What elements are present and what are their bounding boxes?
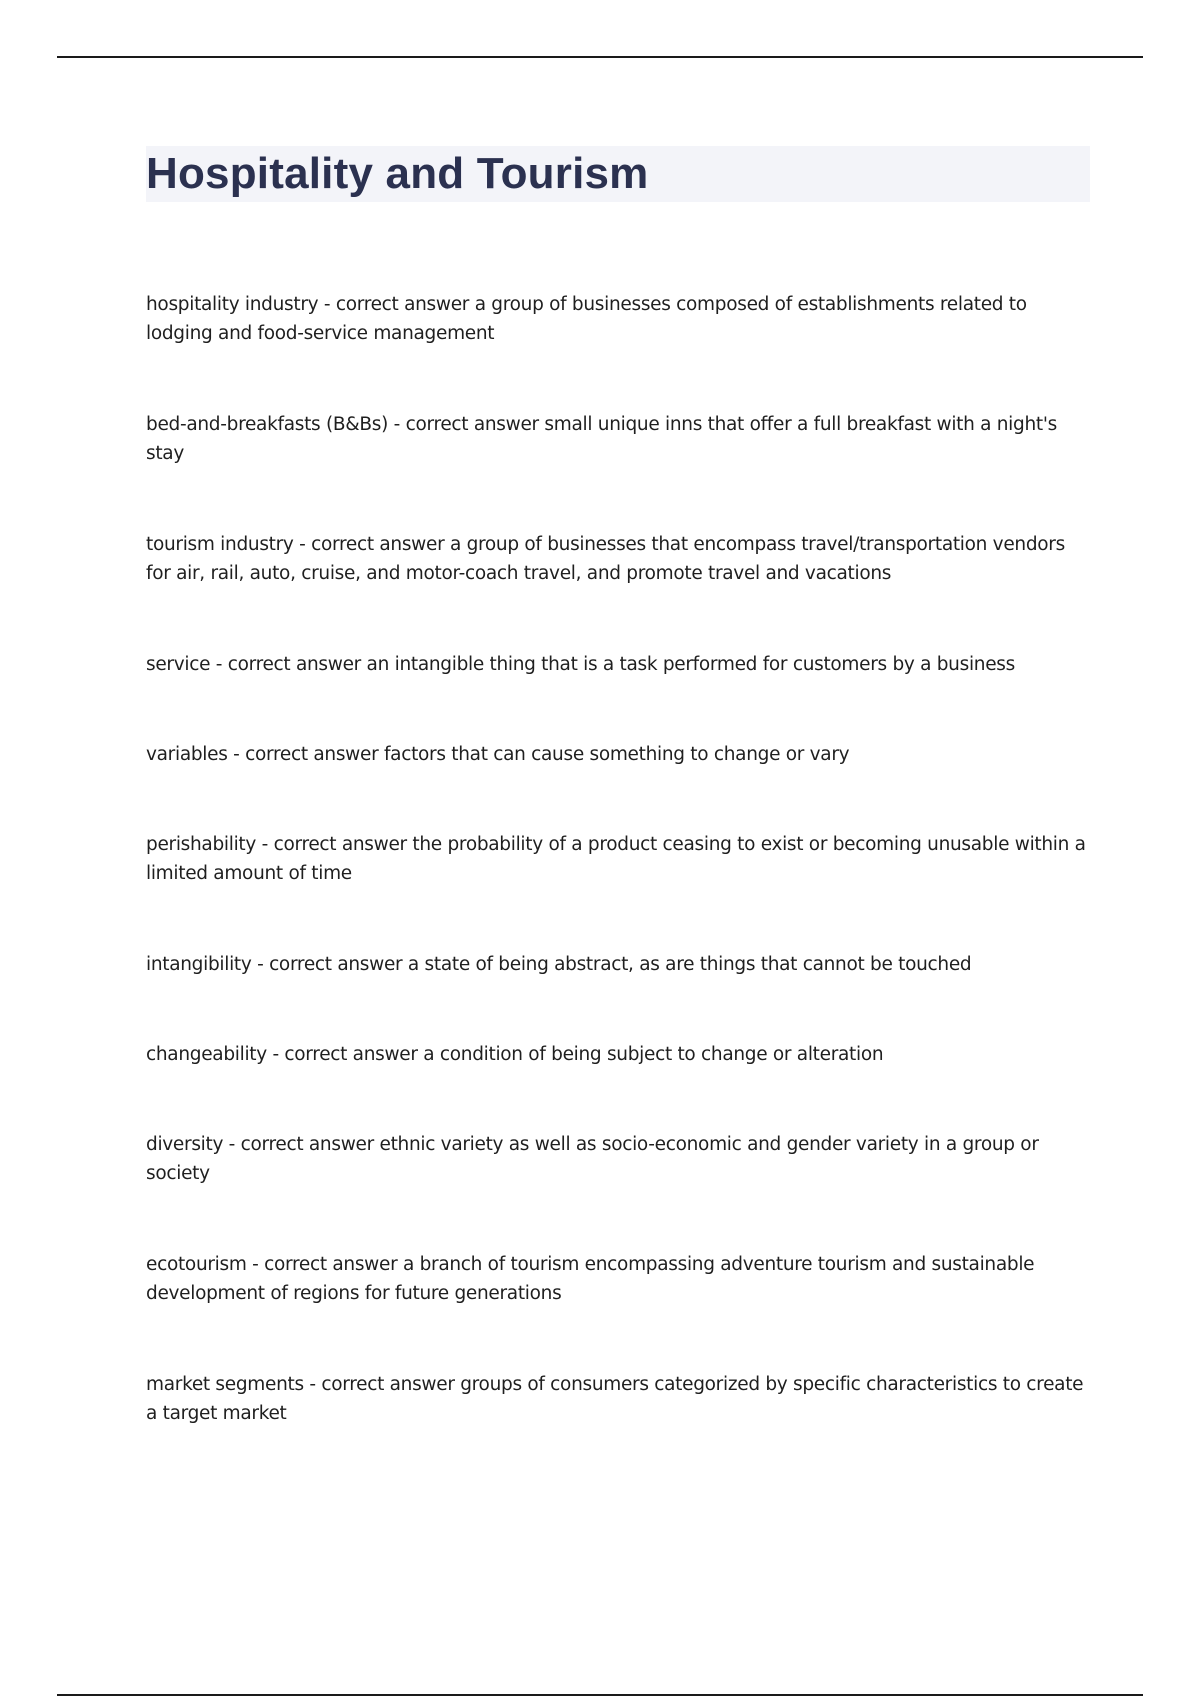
term-entry: market segments - correct answer groups of consumers categorized by specific characteristics to create a target market xyxy=(146,1374,1084,1424)
term-entry: perishability - correct answer the probability of a product ceasing to exist or becoming unusable within a limited amount of time xyxy=(146,834,1086,884)
term-entry: hospitality industry - correct answer a group of businesses composed of establishments related to lodging and food-service management xyxy=(146,294,1027,344)
term-entry: diversity - correct answer ethnic variety as well as socio-economic and gender variety in a group or society xyxy=(146,1134,1039,1184)
bottom-divider xyxy=(57,1694,1143,1696)
term-entry: service - correct answer an intangible thing that is a task performed for customers by a business xyxy=(146,654,1015,675)
term-entry: intangibility - correct answer a state of being abstract, as are things that cannot be touched xyxy=(146,954,972,975)
term-entry: changeability - correct answer a condition of being subject to change or alteration xyxy=(146,1044,884,1065)
term-entry: variables - correct answer factors that can cause something to change or vary xyxy=(146,744,850,765)
term-entry: ecotourism - correct answer a branch of tourism encompassing adventure tourism and sustainable development of regions for future generations xyxy=(146,1254,1035,1304)
term-list xyxy=(146,290,1086,1490)
top-divider xyxy=(57,56,1143,58)
term-entry: tourism industry - correct answer a group of businesses that encompass travel/transportation vendors for air, rail, auto, cruise, and motor-coach travel, and promote travel and vacations xyxy=(146,534,1065,584)
term-entry: bed-and-breakfasts (B&Bs) - correct answer small unique inns that offer a full breakfast with a night's stay xyxy=(146,414,1057,464)
page-title: Hospitality and Tourism xyxy=(146,149,649,198)
